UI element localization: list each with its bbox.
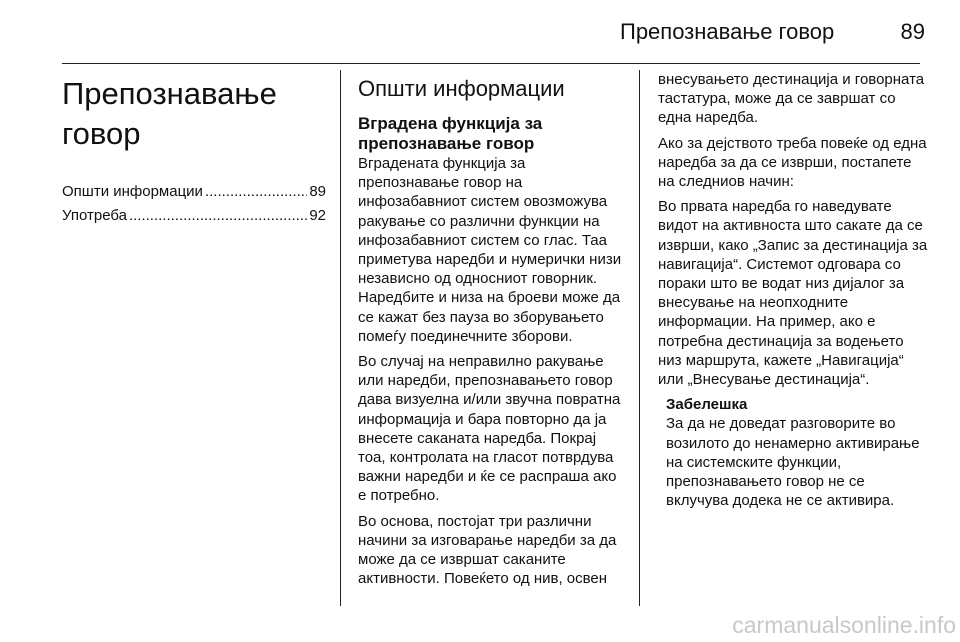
chapter-column [62,74,326,228]
toc-entry-general-info[interactable] [62,180,326,204]
toc-label: Употреба [62,207,127,224]
note-title: Забелешка [666,396,748,414]
toc-leader [129,204,307,228]
paragraph: Во случај на неправилно ракување или наредби, препознавањето говор дава визуелна и/или звучна повратна информација и бара повторно да ја внесете саканата наредба. Покрај тоа, контролата на гласот потврдува важни наредби и ќе се распраша ако е потребно. [358,353,621,505]
toc-page: 92 [309,207,326,224]
paragraph: Вградената функција за препознавање говор на инфозабавниот систем овозможува ракување со различни функции на инфозабавниот систем со глас. Таа приметува наредби и нумерички низи независно од односниот говорник. Наредбите и низа на броеви може да се кажат без пауза во зборувањето помеѓу поединечните зборови. [358,155,622,345]
note-text: За да не доведат разговорите во возилото до ненамерно активирање на системските функции, препознавањето говор не се вклучува додека не се активира. [666,415,920,510]
note-box [658,395,928,510]
toc-label: Општи информации [62,183,203,200]
chapter-title: Препознавање говор [62,76,277,151]
toc-page: 89 [309,183,326,200]
toc-leader [205,180,307,204]
page-number: 89 [900,19,925,44]
paragraph: Во основа, постојат три различни начини за изговарање наредби за да може да се извршат саканите активности. Повеќето од нив, освен [358,512,617,588]
column-divider-1 [340,70,341,606]
section-title: Општи информации [358,76,565,101]
running-title: Препознавање говор [620,19,835,44]
header-rule [62,63,920,64]
body-column-2 [658,70,928,516]
paragraph: Во првата наредба го наведувате видот на активноста што сакате да се изврши, како „Запис за дестинација за навигација“. Системот одговара со пораки што ве водат низ дијалог за внесување на неопходните информации. На пример, ако е потребна дестинација за водењето низ маршрута, кажете „Навигација“ или „Внесување дестинација“. [658,198,928,389]
paragraph: Ако за дејството треба повеќе од една наредба за да се изврши, постапете на следниов начин: [658,134,927,191]
running-header [620,14,925,50]
column-divider-2 [639,70,640,606]
subsection-title: Вградена функција за препознавање говор [358,114,543,153]
paragraph: внесувањето дестинација и говорната тастатура, може да се завршат со една наредба. [658,71,925,127]
toc-entry-usage[interactable] [62,204,326,228]
watermark: carmanualsonline.info [732,612,956,638]
body-column-1 [358,74,626,594]
